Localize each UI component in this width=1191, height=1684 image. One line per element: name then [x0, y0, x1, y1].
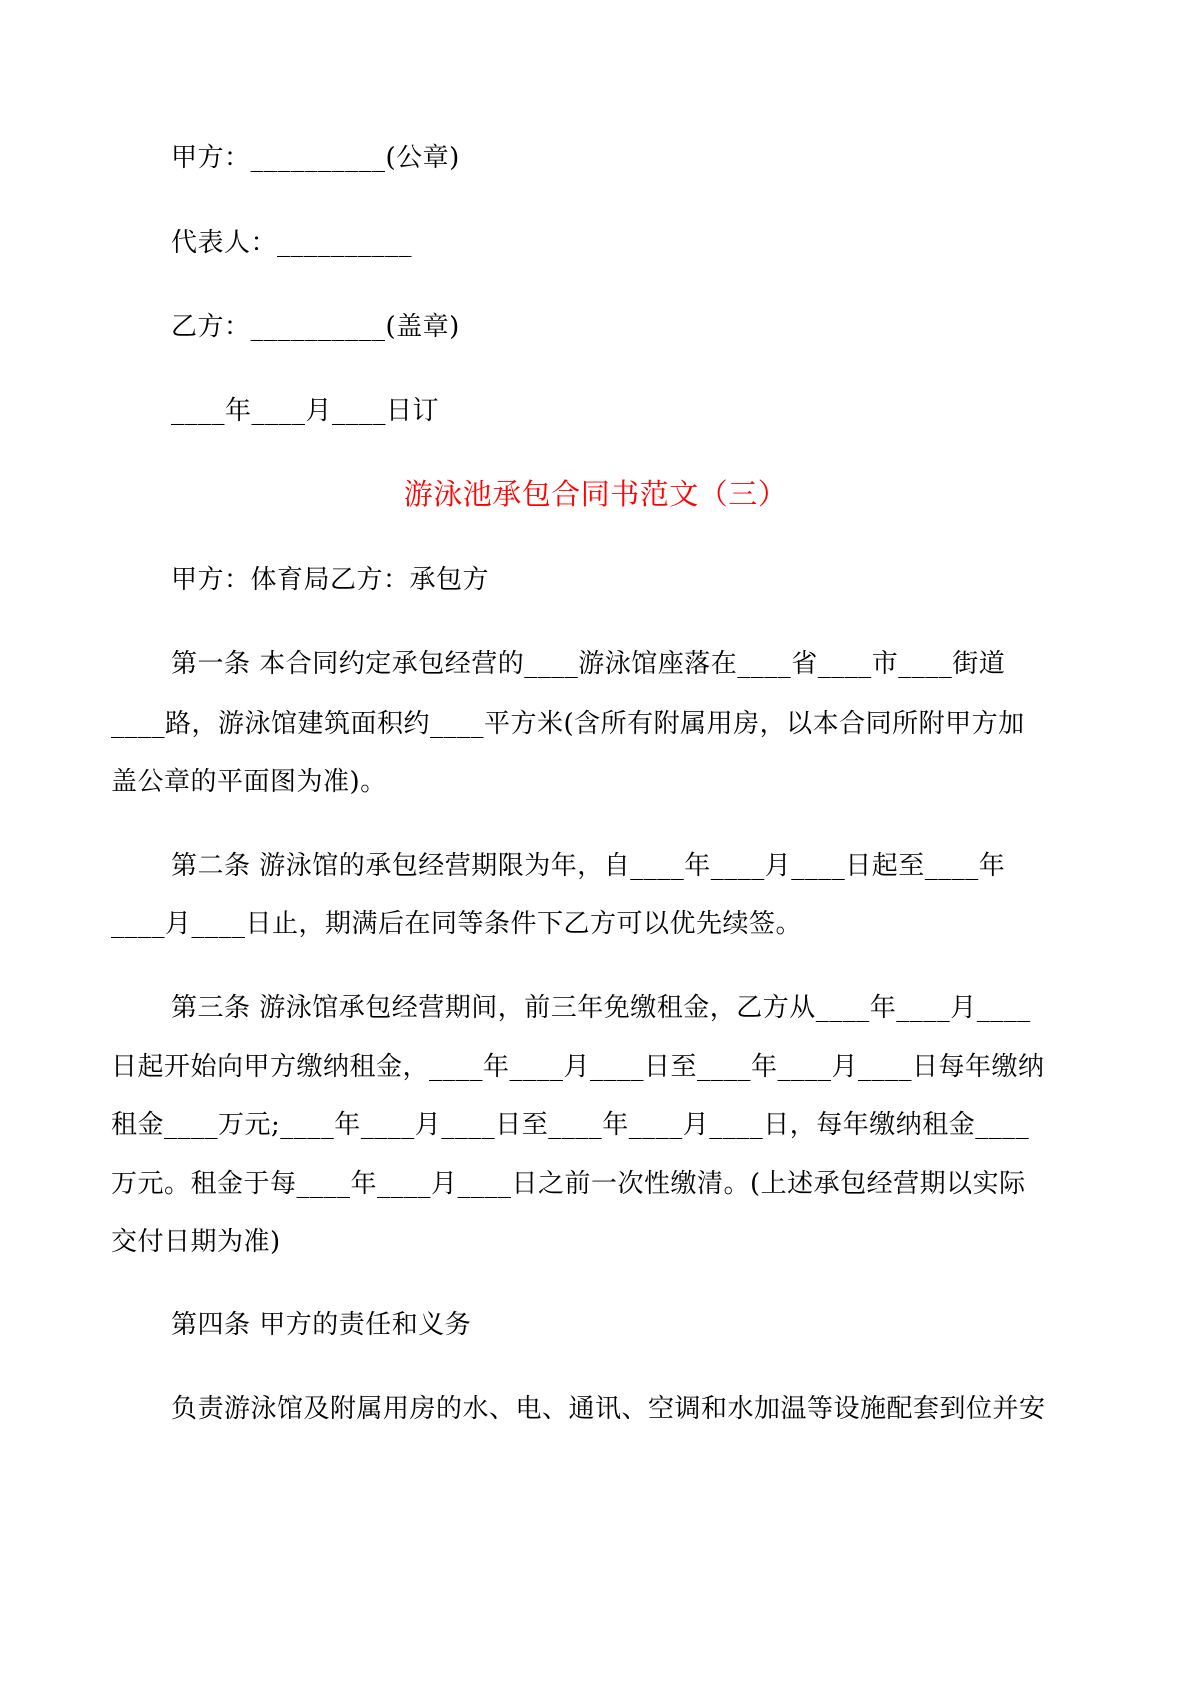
article-1-line-1: 第一条 本合同约定承包经营的____游泳馆座落在____省____市____街道	[171, 649, 1006, 679]
article-2-line-1: 第二条 游泳馆的承包经营期限为年，自____年____月____日起至____年	[171, 851, 1006, 881]
article-2-line-2: ____月____日止，期满后在同等条件下乙方可以优先续签。	[111, 909, 803, 939]
article-1-line-2: ____路，游泳馆建筑面积约____平方米(含所有附属用房，以本合同所附甲方加	[111, 709, 1025, 739]
party-a-signature-line: 甲方：__________(公章)	[171, 143, 460, 173]
article-4-text-line-1: 负责游泳馆及附属用房的水、电、通讯、空调和水加温等设施配套到位并安	[171, 1394, 1046, 1424]
article-1-line-3: 盖公章的平面图为准)。	[111, 767, 387, 797]
parties-line: 甲方：体育局乙方：承包方	[171, 565, 490, 595]
article-3-line-3: 租金____万元;____年____月____日至____年____月____日，每年缴纳租金____	[111, 1110, 1030, 1140]
article-4-heading: 第四条 甲方的责任和义务	[171, 1310, 472, 1340]
representative-signature-line: 代表人：__________	[171, 228, 413, 258]
article-3-line-5: 交付日期为准)	[111, 1227, 281, 1257]
signing-date-line: ____年____月____日订	[171, 396, 440, 426]
article-3-line-2: 日起开始向甲方缴纳租金，____年____月____日至____年____月____日每年缴纳	[111, 1052, 1045, 1082]
party-b-signature-line: 乙方：__________(盖章)	[171, 312, 460, 342]
article-3-line-1: 第三条 游泳馆承包经营期间，前三年免缴租金，乙方从____年____月____	[171, 993, 1031, 1023]
article-3-line-4: 万元。租金于每____年____月____日之前一次性缴清。(上述承包经营期以实际	[111, 1169, 1026, 1199]
document-title: 游泳池承包合同书范文（三）	[403, 477, 788, 511]
